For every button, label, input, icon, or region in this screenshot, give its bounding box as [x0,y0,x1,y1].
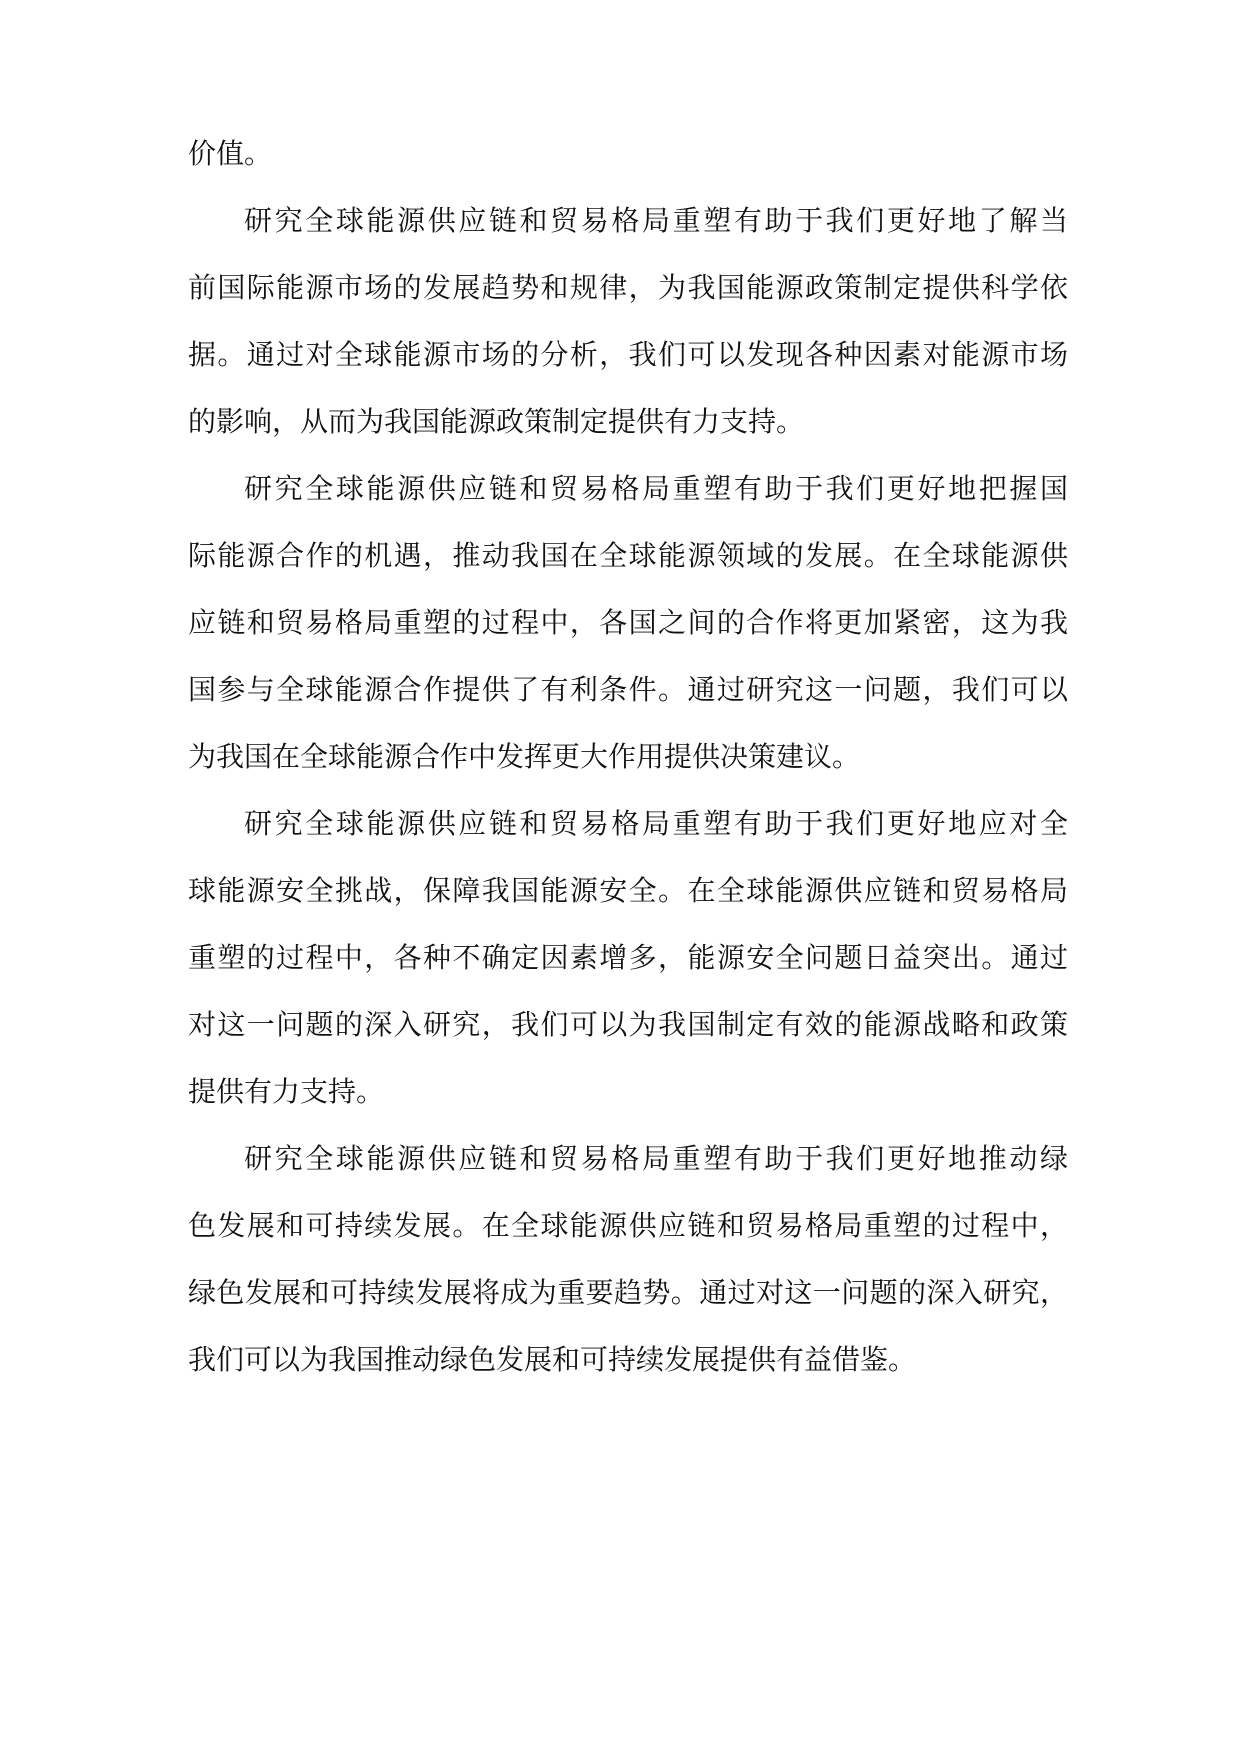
paragraph-line: 的影响，从而为我国能源政策制定提供有力支持。 [188,405,805,438]
paragraph-line: 色发展和可持续发展。在全球能源供应链和贸易格局重塑的过程中， [188,1209,1068,1242]
paragraph-line: 重塑的过程中，各种不确定因素增多，能源安全问题日益突出。通过 [188,941,1068,974]
paragraph-line: 对这一问题的深入研究，我们可以为我国制定有效的能源战略和政策 [188,1008,1068,1041]
paragraph-line: 我们可以为我国推动绿色发展和可持续发展提供有益借鉴。 [188,1343,917,1376]
paragraph-line: 研究全球能源供应链和贸易格局重塑有助于我们更好地推动绿 [244,1142,1068,1175]
paragraph-line: 提供有力支持。 [188,1075,385,1108]
paragraph-line: 为我国在全球能源合作中发挥更大作用提供决策建议。 [188,740,861,773]
paragraph-line: 据。通过对全球能源市场的分析，我们可以发现各种因素对能源市场 [188,338,1068,371]
paragraph-line: 绿色发展和可持续发展将成为重要趋势。通过对这一问题的深入研究， [188,1276,1068,1309]
paragraph-line: 球能源安全挑战，保障我国能源安全。在全球能源供应链和贸易格局 [188,874,1068,907]
paragraph-line: 研究全球能源供应链和贸易格局重塑有助于我们更好地应对全 [244,807,1068,840]
paragraph-line: 应链和贸易格局重塑的过程中，各国之间的合作将更加紧密，这为我 [188,606,1068,639]
paragraph-line: 价值。 [188,137,273,170]
paragraph-line: 际能源合作的机遇，推动我国在全球能源领域的发展。在全球能源供 [188,539,1068,572]
paragraph-line: 前国际能源市场的发展趋势和规律，为我国能源政策制定提供科学依 [188,271,1068,304]
paragraph-line: 研究全球能源供应链和贸易格局重塑有助于我们更好地了解当 [244,204,1068,237]
paragraph-line: 国参与全球能源合作提供了有利条件。通过研究这一问题，我们可以 [188,673,1068,706]
paragraph-line: 研究全球能源供应链和贸易格局重塑有助于我们更好地把握国 [244,472,1068,505]
